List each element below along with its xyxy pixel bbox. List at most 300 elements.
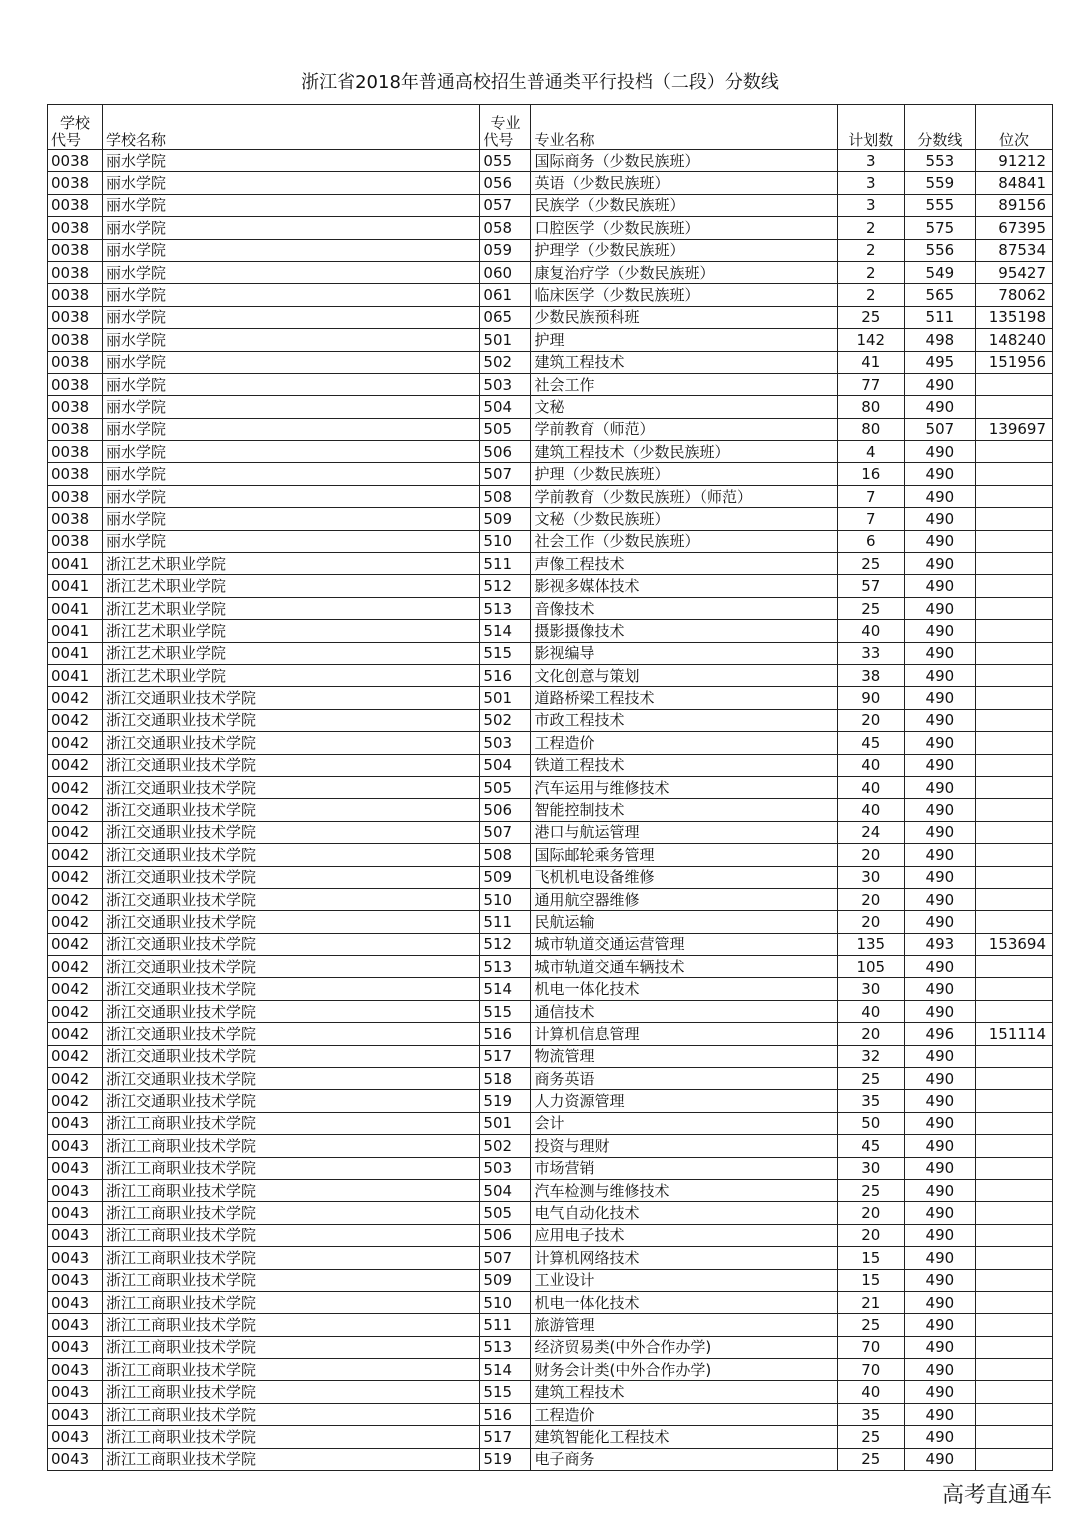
cell-school-code: 0042: [48, 754, 103, 776]
table-row: [48, 1023, 1053, 1045]
table-body: [48, 150, 1053, 1471]
cell-major-code: 513: [480, 956, 531, 978]
cell-school-name: 浙江工商职业技术学院: [103, 1426, 480, 1448]
cell-score-line: 490: [904, 1045, 975, 1067]
cell-rank: [975, 1045, 1052, 1067]
cell-score-line: 493: [904, 933, 975, 955]
cell-major-code: 058: [480, 217, 531, 239]
cell-major-code: 519: [480, 1448, 531, 1470]
cell-plan-count: 25: [837, 1068, 904, 1090]
cell-plan-count: 2: [837, 217, 904, 239]
cell-plan-count: 35: [837, 1090, 904, 1112]
cell-major-name: 铁道工程技术: [531, 754, 837, 776]
table-row: [48, 956, 1053, 978]
cell-major-code: 515: [480, 1381, 531, 1403]
cell-school-code: 0043: [48, 1381, 103, 1403]
cell-score-line: 490: [904, 754, 975, 776]
cell-school-name: 丽水学院: [103, 306, 480, 328]
cell-score-line: 490: [904, 821, 975, 843]
table-row: [48, 1045, 1053, 1067]
cell-school-name: 浙江工商职业技术学院: [103, 1359, 480, 1381]
table-row: [48, 1426, 1053, 1448]
header-rank: 位次: [975, 105, 1052, 150]
table-row: [48, 844, 1053, 866]
cell-school-name: 丽水学院: [103, 172, 480, 194]
cell-plan-count: 3: [837, 172, 904, 194]
cell-major-code: 518: [480, 1068, 531, 1090]
table-row: [48, 485, 1053, 507]
cell-score-line: 490: [904, 1426, 975, 1448]
cell-plan-count: 50: [837, 1112, 904, 1134]
cell-major-name: 机电一体化技术: [531, 1291, 837, 1313]
header-school-code-line2: 代号: [51, 131, 82, 149]
table-row: [48, 396, 1053, 418]
cell-school-code: 0038: [48, 485, 103, 507]
cell-school-code: 0042: [48, 866, 103, 888]
cell-major-code: 508: [480, 485, 531, 507]
cell-school-code: 0041: [48, 664, 103, 686]
cell-school-name: 丽水学院: [103, 463, 480, 485]
cell-plan-count: 3: [837, 150, 904, 172]
cell-school-name: 丽水学院: [103, 396, 480, 418]
table-row: [48, 1112, 1053, 1134]
cell-plan-count: 25: [837, 1179, 904, 1201]
table-row: [48, 1135, 1053, 1157]
cell-plan-count: 2: [837, 239, 904, 261]
cell-major-code: 514: [480, 978, 531, 1000]
cell-major-name: 护理: [531, 329, 837, 351]
cell-score-line: 556: [904, 239, 975, 261]
cell-major-code: 517: [480, 1426, 531, 1448]
cell-school-name: 丽水学院: [103, 508, 480, 530]
cell-major-code: 511: [480, 553, 531, 575]
cell-rank: [975, 1336, 1052, 1358]
cell-major-code: 510: [480, 1291, 531, 1313]
cell-plan-count: 25: [837, 306, 904, 328]
cell-major-name: 智能控制技术: [531, 799, 837, 821]
cell-rank: 153694: [975, 933, 1052, 955]
table-row: [48, 1068, 1053, 1090]
cell-major-name: 飞机机电设备维修: [531, 866, 837, 888]
cell-major-code: 501: [480, 1112, 531, 1134]
cell-score-line: 490: [904, 1157, 975, 1179]
cell-score-line: 490: [904, 1068, 975, 1090]
table-row: [48, 553, 1053, 575]
cell-rank: 148240: [975, 329, 1052, 351]
cell-plan-count: 105: [837, 956, 904, 978]
cell-major-code: 504: [480, 396, 531, 418]
cell-plan-count: 33: [837, 642, 904, 664]
cell-score-line: 490: [904, 463, 975, 485]
cell-rank: [975, 1112, 1052, 1134]
cell-rank: 67395: [975, 217, 1052, 239]
cell-school-code: 0042: [48, 888, 103, 910]
cell-major-name: 投资与理财: [531, 1135, 837, 1157]
table-row: [48, 1403, 1053, 1425]
cell-major-code: 519: [480, 1090, 531, 1112]
cell-school-code: 0043: [48, 1426, 103, 1448]
cell-score-line: 555: [904, 194, 975, 216]
cell-school-name: 浙江交通职业技术学院: [103, 799, 480, 821]
cell-school-name: 浙江交通职业技术学院: [103, 709, 480, 731]
cell-major-name: 学前教育（师范）: [531, 418, 837, 440]
cell-major-name: 城市轨道交通运营管理: [531, 933, 837, 955]
cell-school-name: 浙江工商职业技术学院: [103, 1314, 480, 1336]
cell-major-code: 503: [480, 373, 531, 395]
cell-major-code: 516: [480, 1403, 531, 1425]
cell-score-line: 490: [904, 732, 975, 754]
cell-school-name: 丽水学院: [103, 217, 480, 239]
cell-major-name: 康复治疗学（少数民族班）: [531, 261, 837, 283]
cell-school-name: 浙江艺术职业学院: [103, 664, 480, 686]
cell-school-name: 浙江工商职业技术学院: [103, 1336, 480, 1358]
cell-major-code: 501: [480, 687, 531, 709]
cell-rank: [975, 732, 1052, 754]
cell-rank: [975, 373, 1052, 395]
cell-major-name: 文秘: [531, 396, 837, 418]
cell-school-name: 浙江交通职业技术学院: [103, 687, 480, 709]
cell-plan-count: 20: [837, 844, 904, 866]
cell-school-name: 浙江工商职业技术学院: [103, 1135, 480, 1157]
cell-plan-count: 20: [837, 911, 904, 933]
cell-major-name: 英语（少数民族班）: [531, 172, 837, 194]
cell-plan-count: 40: [837, 1381, 904, 1403]
cell-score-line: 490: [904, 1202, 975, 1224]
cell-major-name: 工程造价: [531, 732, 837, 754]
cell-plan-count: 45: [837, 732, 904, 754]
cell-rank: [975, 956, 1052, 978]
cell-school-name: 浙江交通职业技术学院: [103, 911, 480, 933]
cell-major-name: 文秘（少数民族班）: [531, 508, 837, 530]
cell-major-code: 502: [480, 1135, 531, 1157]
cell-major-name: 临床医学（少数民族班）: [531, 284, 837, 306]
cell-plan-count: 16: [837, 463, 904, 485]
cell-score-line: 490: [904, 1403, 975, 1425]
cell-major-name: 电气自动化技术: [531, 1202, 837, 1224]
cell-major-code: 506: [480, 799, 531, 821]
cell-major-name: 工程造价: [531, 1403, 837, 1425]
cell-score-line: 490: [904, 1247, 975, 1269]
cell-school-name: 浙江交通职业技术学院: [103, 866, 480, 888]
cell-major-name: 旅游管理: [531, 1314, 837, 1336]
cell-plan-count: 15: [837, 1247, 904, 1269]
cell-plan-count: 35: [837, 1403, 904, 1425]
cell-school-code: 0042: [48, 911, 103, 933]
cell-school-code: 0042: [48, 1045, 103, 1067]
header-school-code-line1: 学校: [60, 114, 91, 132]
cell-plan-count: 38: [837, 664, 904, 686]
table-row: [48, 306, 1053, 328]
table-row: [48, 1381, 1053, 1403]
cell-school-name: 浙江工商职业技术学院: [103, 1403, 480, 1425]
cell-score-line: 490: [904, 799, 975, 821]
cell-rank: 151114: [975, 1023, 1052, 1045]
cell-major-name: 民族学（少数民族班）: [531, 194, 837, 216]
cell-major-name: 通用航空器维修: [531, 888, 837, 910]
cell-plan-count: 2: [837, 284, 904, 306]
table-row: [48, 1291, 1053, 1313]
cell-rank: 151956: [975, 351, 1052, 373]
table-row: [48, 172, 1053, 194]
cell-major-name: 城市轨道交通车辆技术: [531, 956, 837, 978]
cell-score-line: 490: [904, 1291, 975, 1313]
cell-major-code: 057: [480, 194, 531, 216]
table-row: [48, 575, 1053, 597]
cell-school-code: 0038: [48, 194, 103, 216]
cell-rank: [975, 1403, 1052, 1425]
cell-score-line: 498: [904, 329, 975, 351]
cell-rank: 139697: [975, 418, 1052, 440]
cell-school-name: 浙江交通职业技术学院: [103, 754, 480, 776]
table-row: [48, 1247, 1053, 1269]
cell-rank: [975, 821, 1052, 843]
cell-rank: [975, 553, 1052, 575]
cell-major-name: 道路桥梁工程技术: [531, 687, 837, 709]
cell-major-code: 509: [480, 508, 531, 530]
cell-school-name: 浙江艺术职业学院: [103, 553, 480, 575]
cell-major-name: 文化创意与策划: [531, 664, 837, 686]
cell-plan-count: 70: [837, 1359, 904, 1381]
cell-major-code: 514: [480, 620, 531, 642]
cell-major-name: 社会工作（少数民族班）: [531, 530, 837, 552]
cell-rank: [975, 597, 1052, 619]
cell-plan-count: 142: [837, 329, 904, 351]
cell-major-name: 通信技术: [531, 1000, 837, 1022]
cell-plan-count: 25: [837, 1448, 904, 1470]
cell-major-code: 510: [480, 888, 531, 910]
cell-major-name: 影视编导: [531, 642, 837, 664]
cell-major-code: 507: [480, 1247, 531, 1269]
cell-score-line: 559: [904, 172, 975, 194]
cell-rank: [975, 1314, 1052, 1336]
cell-major-name: 声像工程技术: [531, 553, 837, 575]
cell-score-line: 490: [904, 441, 975, 463]
table-row: [48, 1000, 1053, 1022]
cell-score-line: 490: [904, 642, 975, 664]
cell-school-code: 0043: [48, 1202, 103, 1224]
cell-school-code: 0038: [48, 329, 103, 351]
cell-major-name: 市场营销: [531, 1157, 837, 1179]
cell-score-line: 490: [904, 776, 975, 798]
cell-score-line: 490: [904, 1090, 975, 1112]
cell-score-line: 495: [904, 351, 975, 373]
cell-school-code: 0041: [48, 575, 103, 597]
cell-rank: 78062: [975, 284, 1052, 306]
cell-school-name: 浙江交通职业技术学院: [103, 1068, 480, 1090]
cell-rank: [975, 1426, 1052, 1448]
cell-rank: [975, 1224, 1052, 1246]
cell-plan-count: 15: [837, 1269, 904, 1291]
cell-major-name: 建筑工程技术: [531, 351, 837, 373]
cell-school-name: 浙江工商职业技术学院: [103, 1247, 480, 1269]
cell-school-code: 0038: [48, 508, 103, 530]
cell-plan-count: 40: [837, 799, 904, 821]
cell-school-code: 0038: [48, 284, 103, 306]
cell-major-name: 民航运输: [531, 911, 837, 933]
cell-score-line: 490: [904, 888, 975, 910]
cell-major-name: 工业设计: [531, 1269, 837, 1291]
cell-major-name: 电子商务: [531, 1448, 837, 1470]
cell-major-code: 508: [480, 844, 531, 866]
header-major-code-line2: 代号: [483, 131, 514, 149]
cell-major-code: 501: [480, 329, 531, 351]
cell-school-name: 丽水学院: [103, 150, 480, 172]
cell-score-line: 490: [904, 396, 975, 418]
cell-score-line: 490: [904, 1269, 975, 1291]
cell-school-name: 丽水学院: [103, 194, 480, 216]
cell-major-name: 少数民族预科班: [531, 306, 837, 328]
cell-score-line: 490: [904, 844, 975, 866]
cell-school-code: 0038: [48, 172, 103, 194]
cell-major-code: 061: [480, 284, 531, 306]
cell-school-code: 0041: [48, 597, 103, 619]
cell-school-code: 0043: [48, 1224, 103, 1246]
cell-rank: [975, 1000, 1052, 1022]
cell-major-name: 商务英语: [531, 1068, 837, 1090]
cell-rank: [975, 485, 1052, 507]
cell-school-code: 0042: [48, 1023, 103, 1045]
cell-score-line: 490: [904, 575, 975, 597]
cell-rank: 84841: [975, 172, 1052, 194]
cell-plan-count: 25: [837, 1426, 904, 1448]
table-row: [48, 1090, 1053, 1112]
cell-major-name: 应用电子技术: [531, 1224, 837, 1246]
cell-school-code: 0043: [48, 1336, 103, 1358]
cell-rank: [975, 642, 1052, 664]
cell-major-code: 504: [480, 754, 531, 776]
cell-school-name: 浙江艺术职业学院: [103, 575, 480, 597]
cell-school-code: 0042: [48, 1000, 103, 1022]
cell-school-code: 0038: [48, 441, 103, 463]
cell-major-code: 507: [480, 463, 531, 485]
cell-major-code: 505: [480, 418, 531, 440]
cell-score-line: 565: [904, 284, 975, 306]
cell-school-name: 浙江交通职业技术学院: [103, 1090, 480, 1112]
cell-school-name: 浙江交通职业技术学院: [103, 821, 480, 843]
table-row: [48, 597, 1053, 619]
cell-major-code: 502: [480, 351, 531, 373]
cell-major-name: 港口与航运管理: [531, 821, 837, 843]
cell-major-name: 国际商务（少数民族班）: [531, 150, 837, 172]
cell-major-name: 音像技术: [531, 597, 837, 619]
cell-rank: [975, 1448, 1052, 1470]
cell-school-code: 0038: [48, 373, 103, 395]
cell-major-code: 059: [480, 239, 531, 261]
cell-major-code: 512: [480, 933, 531, 955]
header-major-code: [480, 105, 531, 150]
table-row: [48, 933, 1053, 955]
cell-major-code: 507: [480, 821, 531, 843]
table-row: [48, 911, 1053, 933]
table-row: [48, 1202, 1053, 1224]
cell-major-code: 509: [480, 1269, 531, 1291]
table-row: [48, 441, 1053, 463]
cell-score-line: 511: [904, 306, 975, 328]
cell-rank: [975, 844, 1052, 866]
table-row: [48, 732, 1053, 754]
cell-score-line: 490: [904, 1336, 975, 1358]
cell-major-code: 516: [480, 1023, 531, 1045]
cell-school-code: 0043: [48, 1112, 103, 1134]
cell-school-name: 浙江交通职业技术学院: [103, 933, 480, 955]
cell-rank: [975, 1381, 1052, 1403]
cell-plan-count: 70: [837, 1336, 904, 1358]
cell-major-code: 505: [480, 1202, 531, 1224]
table-row: [48, 754, 1053, 776]
cell-plan-count: 77: [837, 373, 904, 395]
table-row: [48, 866, 1053, 888]
cell-major-code: 514: [480, 1359, 531, 1381]
table-row: [48, 373, 1053, 395]
cell-rank: 91212: [975, 150, 1052, 172]
cell-school-name: 浙江艺术职业学院: [103, 642, 480, 664]
cell-plan-count: 25: [837, 1314, 904, 1336]
table-row: [48, 709, 1053, 731]
cell-score-line: 490: [904, 553, 975, 575]
cell-major-code: 503: [480, 732, 531, 754]
cell-major-name: 社会工作: [531, 373, 837, 395]
cell-score-line: 490: [904, 1314, 975, 1336]
cell-school-code: 0038: [48, 418, 103, 440]
cell-school-name: 浙江工商职业技术学院: [103, 1112, 480, 1134]
table-row: [48, 1269, 1053, 1291]
cell-major-name: 会计: [531, 1112, 837, 1134]
table-row: [48, 620, 1053, 642]
table-row: [48, 888, 1053, 910]
cell-school-name: 丽水学院: [103, 373, 480, 395]
cell-score-line: 490: [904, 1359, 975, 1381]
cell-plan-count: 20: [837, 709, 904, 731]
cell-score-line: 490: [904, 1179, 975, 1201]
cell-major-name: 汽车运用与维修技术: [531, 776, 837, 798]
cell-school-code: 0042: [48, 956, 103, 978]
cell-rank: [975, 1090, 1052, 1112]
cell-rank: [975, 530, 1052, 552]
cell-school-name: 浙江艺术职业学院: [103, 597, 480, 619]
cell-major-name: 建筑工程技术（少数民族班）: [531, 441, 837, 463]
cell-rank: [975, 1068, 1052, 1090]
cell-major-code: 511: [480, 1314, 531, 1336]
cell-rank: [975, 866, 1052, 888]
cell-plan-count: 90: [837, 687, 904, 709]
table-row: [48, 463, 1053, 485]
cell-score-line: 575: [904, 217, 975, 239]
cell-major-code: 504: [480, 1179, 531, 1201]
cell-rank: [975, 508, 1052, 530]
cell-school-code: 0043: [48, 1403, 103, 1425]
cell-school-name: 浙江工商职业技术学院: [103, 1157, 480, 1179]
cell-school-code: 0038: [48, 530, 103, 552]
cell-plan-count: 40: [837, 754, 904, 776]
cell-major-name: 汽车检测与维修技术: [531, 1179, 837, 1201]
cell-rank: [975, 687, 1052, 709]
cell-plan-count: 24: [837, 821, 904, 843]
cell-major-name: 计算机信息管理: [531, 1023, 837, 1045]
table-row: [48, 508, 1053, 530]
cell-rank: [975, 664, 1052, 686]
cell-plan-count: 6: [837, 530, 904, 552]
cell-school-code: 0042: [48, 709, 103, 731]
table-row: [48, 1336, 1053, 1358]
cell-score-line: 490: [904, 687, 975, 709]
cell-score-line: 490: [904, 1135, 975, 1157]
cell-rank: [975, 575, 1052, 597]
cell-school-code: 0042: [48, 799, 103, 821]
cell-plan-count: 30: [837, 978, 904, 1000]
header-school-name: 学校名称: [103, 105, 480, 150]
cell-rank: [975, 1291, 1052, 1313]
cell-school-code: 0042: [48, 933, 103, 955]
